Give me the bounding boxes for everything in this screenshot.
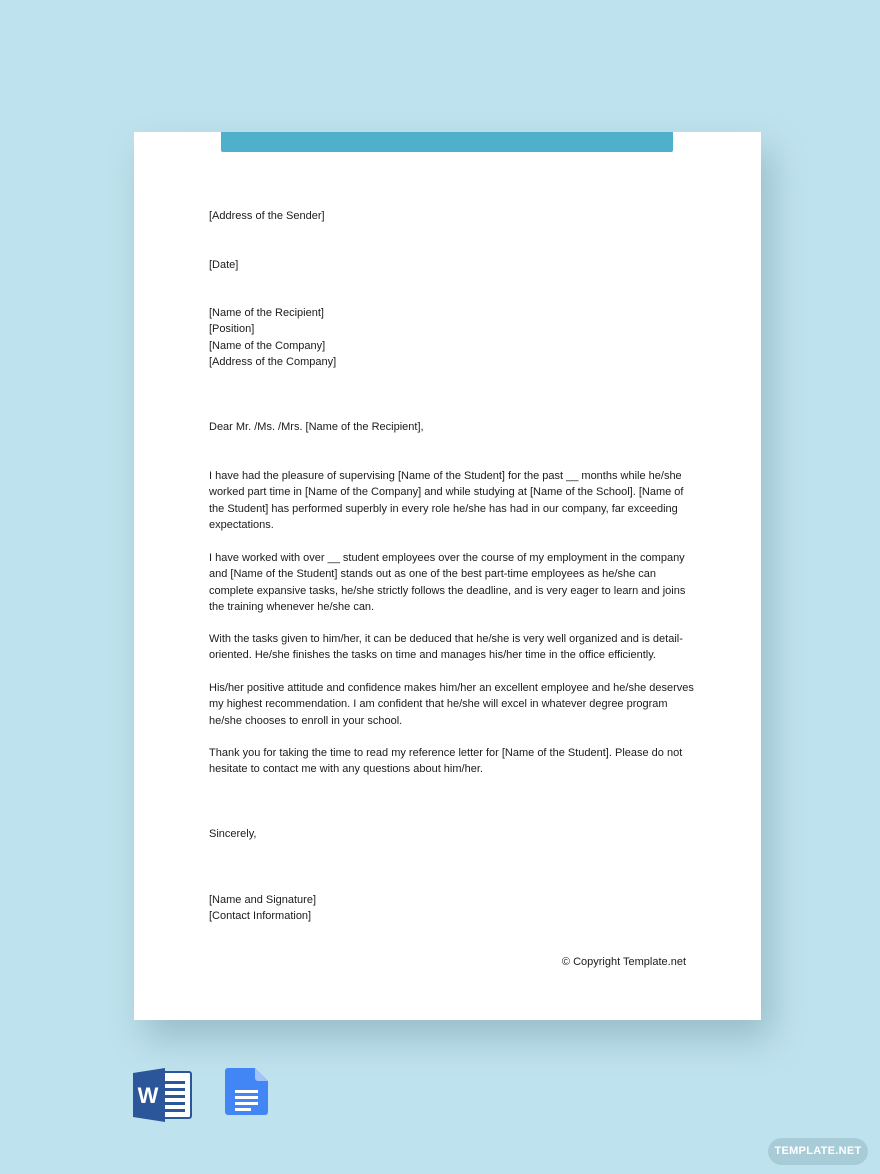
google-docs-icon[interactable] (225, 1068, 269, 1120)
recipient-company: [Name of the Company] (209, 339, 326, 352)
paragraph-line: His/her positive attitude and confidence makes him/her an excellent employee and he/she deserves (209, 682, 694, 694)
word-letter: W (137, 1083, 159, 1108)
paragraph-line: hesitate to contact me with any questions about him/her. (209, 763, 483, 776)
salutation: Dear Mr. /Ms. /Mrs. [Name of the Recipient], (209, 421, 424, 433)
template-net-badge[interactable]: TEMPLATE.NET (768, 1138, 868, 1165)
recipient-block (209, 305, 689, 370)
paragraph-1 (209, 468, 689, 533)
paragraph-line: With the tasks given to him/her, it can be deduced that he/she is very well organized and is detail- (209, 633, 683, 645)
paragraph-line: complete expansive tasks, he/she strictly follows the deadline, and is very eager to learn and joins (209, 584, 686, 597)
paragraph-line: worked part time in [Name of the Company] and while studying at [Name of the School]. [Name of (209, 486, 684, 499)
paragraph-line: I have worked with over __ student employees over the course of my employment in the company (209, 552, 685, 564)
paragraph-5 (209, 745, 689, 778)
paragraph-line: my highest recommendation. I am confident that he/she will excel in whatever degree program (209, 698, 668, 711)
paragraph-line: and [Name of the Student] stands out as one of the best part-time employees as he/she can (209, 568, 656, 581)
signature-name: [Name and Signature] (209, 894, 317, 906)
paragraph-line: I have had the pleasure of supervising [Name of the Student] for the past __ months while he/she (209, 470, 682, 482)
paragraph-line: oriented. He/she finishes the tasks on time and manages his/her time in the office efficiently. (209, 649, 656, 662)
signature-contact: [Contact Information] (209, 910, 312, 923)
paragraph-line: the training whenever he/she can. (209, 600, 375, 613)
closing: Sincerely, (209, 828, 257, 840)
recipient-position: [Position] (209, 323, 255, 336)
paragraph-2 (209, 550, 689, 615)
header-accent-bar (221, 132, 673, 152)
recipient-name: [Name of the Recipient] (209, 307, 324, 319)
signature-block (209, 892, 689, 925)
paragraph-4 (209, 680, 694, 729)
letter-date: [Date] (209, 259, 239, 271)
ms-word-icon[interactable] (133, 1068, 193, 1127)
sender-address: [Address of the Sender] (209, 210, 325, 222)
copyright-notice: © Copyright Template.net (561, 956, 686, 968)
paragraph-line: the Student] has performed superbly in every role he/she has had in our company, far exceeding (209, 502, 678, 515)
letter-page (134, 132, 761, 1020)
recipient-company-address: [Address of the Company] (209, 355, 337, 368)
paragraph-3 (209, 631, 689, 664)
paragraph-line: he/she chooses to enroll in your school. (209, 714, 403, 727)
paragraph-line: Thank you for taking the time to read my reference letter for [Name of the Student]. Please do not (209, 747, 683, 759)
paragraph-line: expectations. (209, 518, 274, 531)
